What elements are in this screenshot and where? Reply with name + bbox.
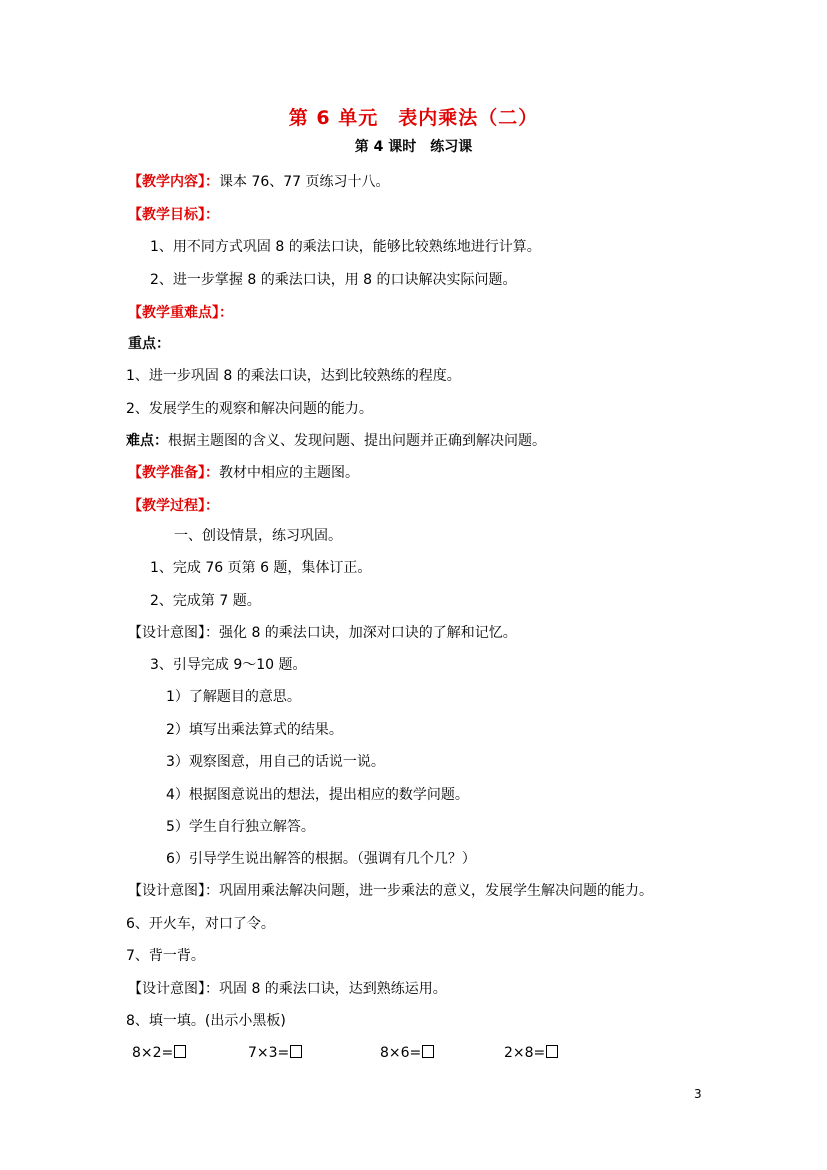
equation-1-text: 8×2= — [132, 1045, 174, 1061]
step-2: 2、完成第 7 题。 — [150, 593, 261, 609]
equation-4 — [504, 1044, 558, 1062]
blank-box-icon — [290, 1045, 302, 1058]
goal-item-1: 1、用不同方式巩固 8 的乘法口诀，能够比较熟练地进行计算。 — [150, 239, 541, 255]
design-intent-1: 【设计意图】：强化 8 的乘法口诀，加深对口诀的了解和记忆。 — [128, 625, 517, 641]
equation-2 — [248, 1044, 302, 1062]
equation-2-text: 7×3= — [248, 1045, 290, 1061]
blank-box-icon — [174, 1045, 186, 1058]
step-6: 6、开火车，对口了令。 — [126, 916, 275, 932]
focus-item-2: 2、发展学生的观察和解决问题的能力。 — [126, 401, 373, 417]
equation-3-text: 8×6= — [380, 1045, 422, 1061]
step-3: 3、引导完成 9～10 题。 — [150, 657, 307, 673]
difficulty-text: 根据主题图的含义、发现问题、提出问题并正确到解决问题。 — [168, 433, 546, 449]
substep-5: 5）学生自行独立解答。 — [166, 819, 315, 835]
difficulty-label: 难点： — [126, 433, 168, 449]
page-number: 3 — [694, 1087, 702, 1101]
section-1-heading: 一、创设情景，练习巩固。 — [174, 528, 342, 544]
prep-text: 教材中相应的主题图。 — [219, 465, 359, 481]
goals-label: 【教学目标】： — [128, 207, 219, 223]
design-intent-3: 【设计意图】：巩固 8 的乘法口诀，达到熟练运用。 — [128, 981, 447, 997]
step-8: 8、填一填。(出示小黑板) — [126, 1013, 286, 1029]
substep-1: 1）了解题目的意思。 — [166, 689, 301, 705]
goal-item-2: 2、进一步掌握 8 的乘法口诀，用 8 的口诀解决实际问题。 — [150, 272, 517, 288]
content-label: 【教学内容】： — [128, 174, 219, 190]
blank-box-icon — [546, 1045, 558, 1058]
content-text: 课本 76、77 页练习十八。 — [219, 174, 390, 190]
process-label: 【教学过程】： — [128, 498, 219, 514]
prep-line — [128, 464, 359, 482]
equation-1 — [132, 1044, 186, 1062]
substep-2: 2）填写出乘法算式的结果。 — [166, 722, 343, 738]
focus-label: 重点： — [128, 336, 170, 352]
substep-6: 6）引导学生说出解答的根据。（强调有几个几？） — [166, 851, 476, 867]
substep-3: 3）观察图意，用自己的话说一说。 — [166, 754, 385, 770]
lesson-subtitle: 第 4 课时 练习课 — [354, 139, 473, 155]
key-points-label: 【教学重难点】： — [128, 305, 233, 321]
step-7: 7、背一背。 — [126, 948, 205, 964]
difficulty-line — [126, 432, 546, 450]
design-intent-2: 【设计意图】：巩固用乘法解决问题，进一步乘法的意义，发展学生解决问题的能力。 — [128, 883, 653, 899]
content-line — [128, 173, 390, 191]
focus-item-1: 1、进一步巩固 8 的乘法口诀，达到比较熟练的程度。 — [126, 368, 461, 384]
blank-box-icon — [422, 1045, 434, 1058]
prep-label: 【教学准备】： — [128, 465, 219, 481]
equation-3 — [380, 1044, 434, 1062]
step-1: 1、完成 76 页第 6 题，集体订正。 — [150, 560, 372, 576]
equation-4-text: 2×8= — [504, 1045, 546, 1061]
page-title: 第 6 单元 表内乘法（二） — [288, 107, 539, 129]
substep-4: 4）根据图意说出的想法，提出相应的数学问题。 — [166, 787, 469, 803]
